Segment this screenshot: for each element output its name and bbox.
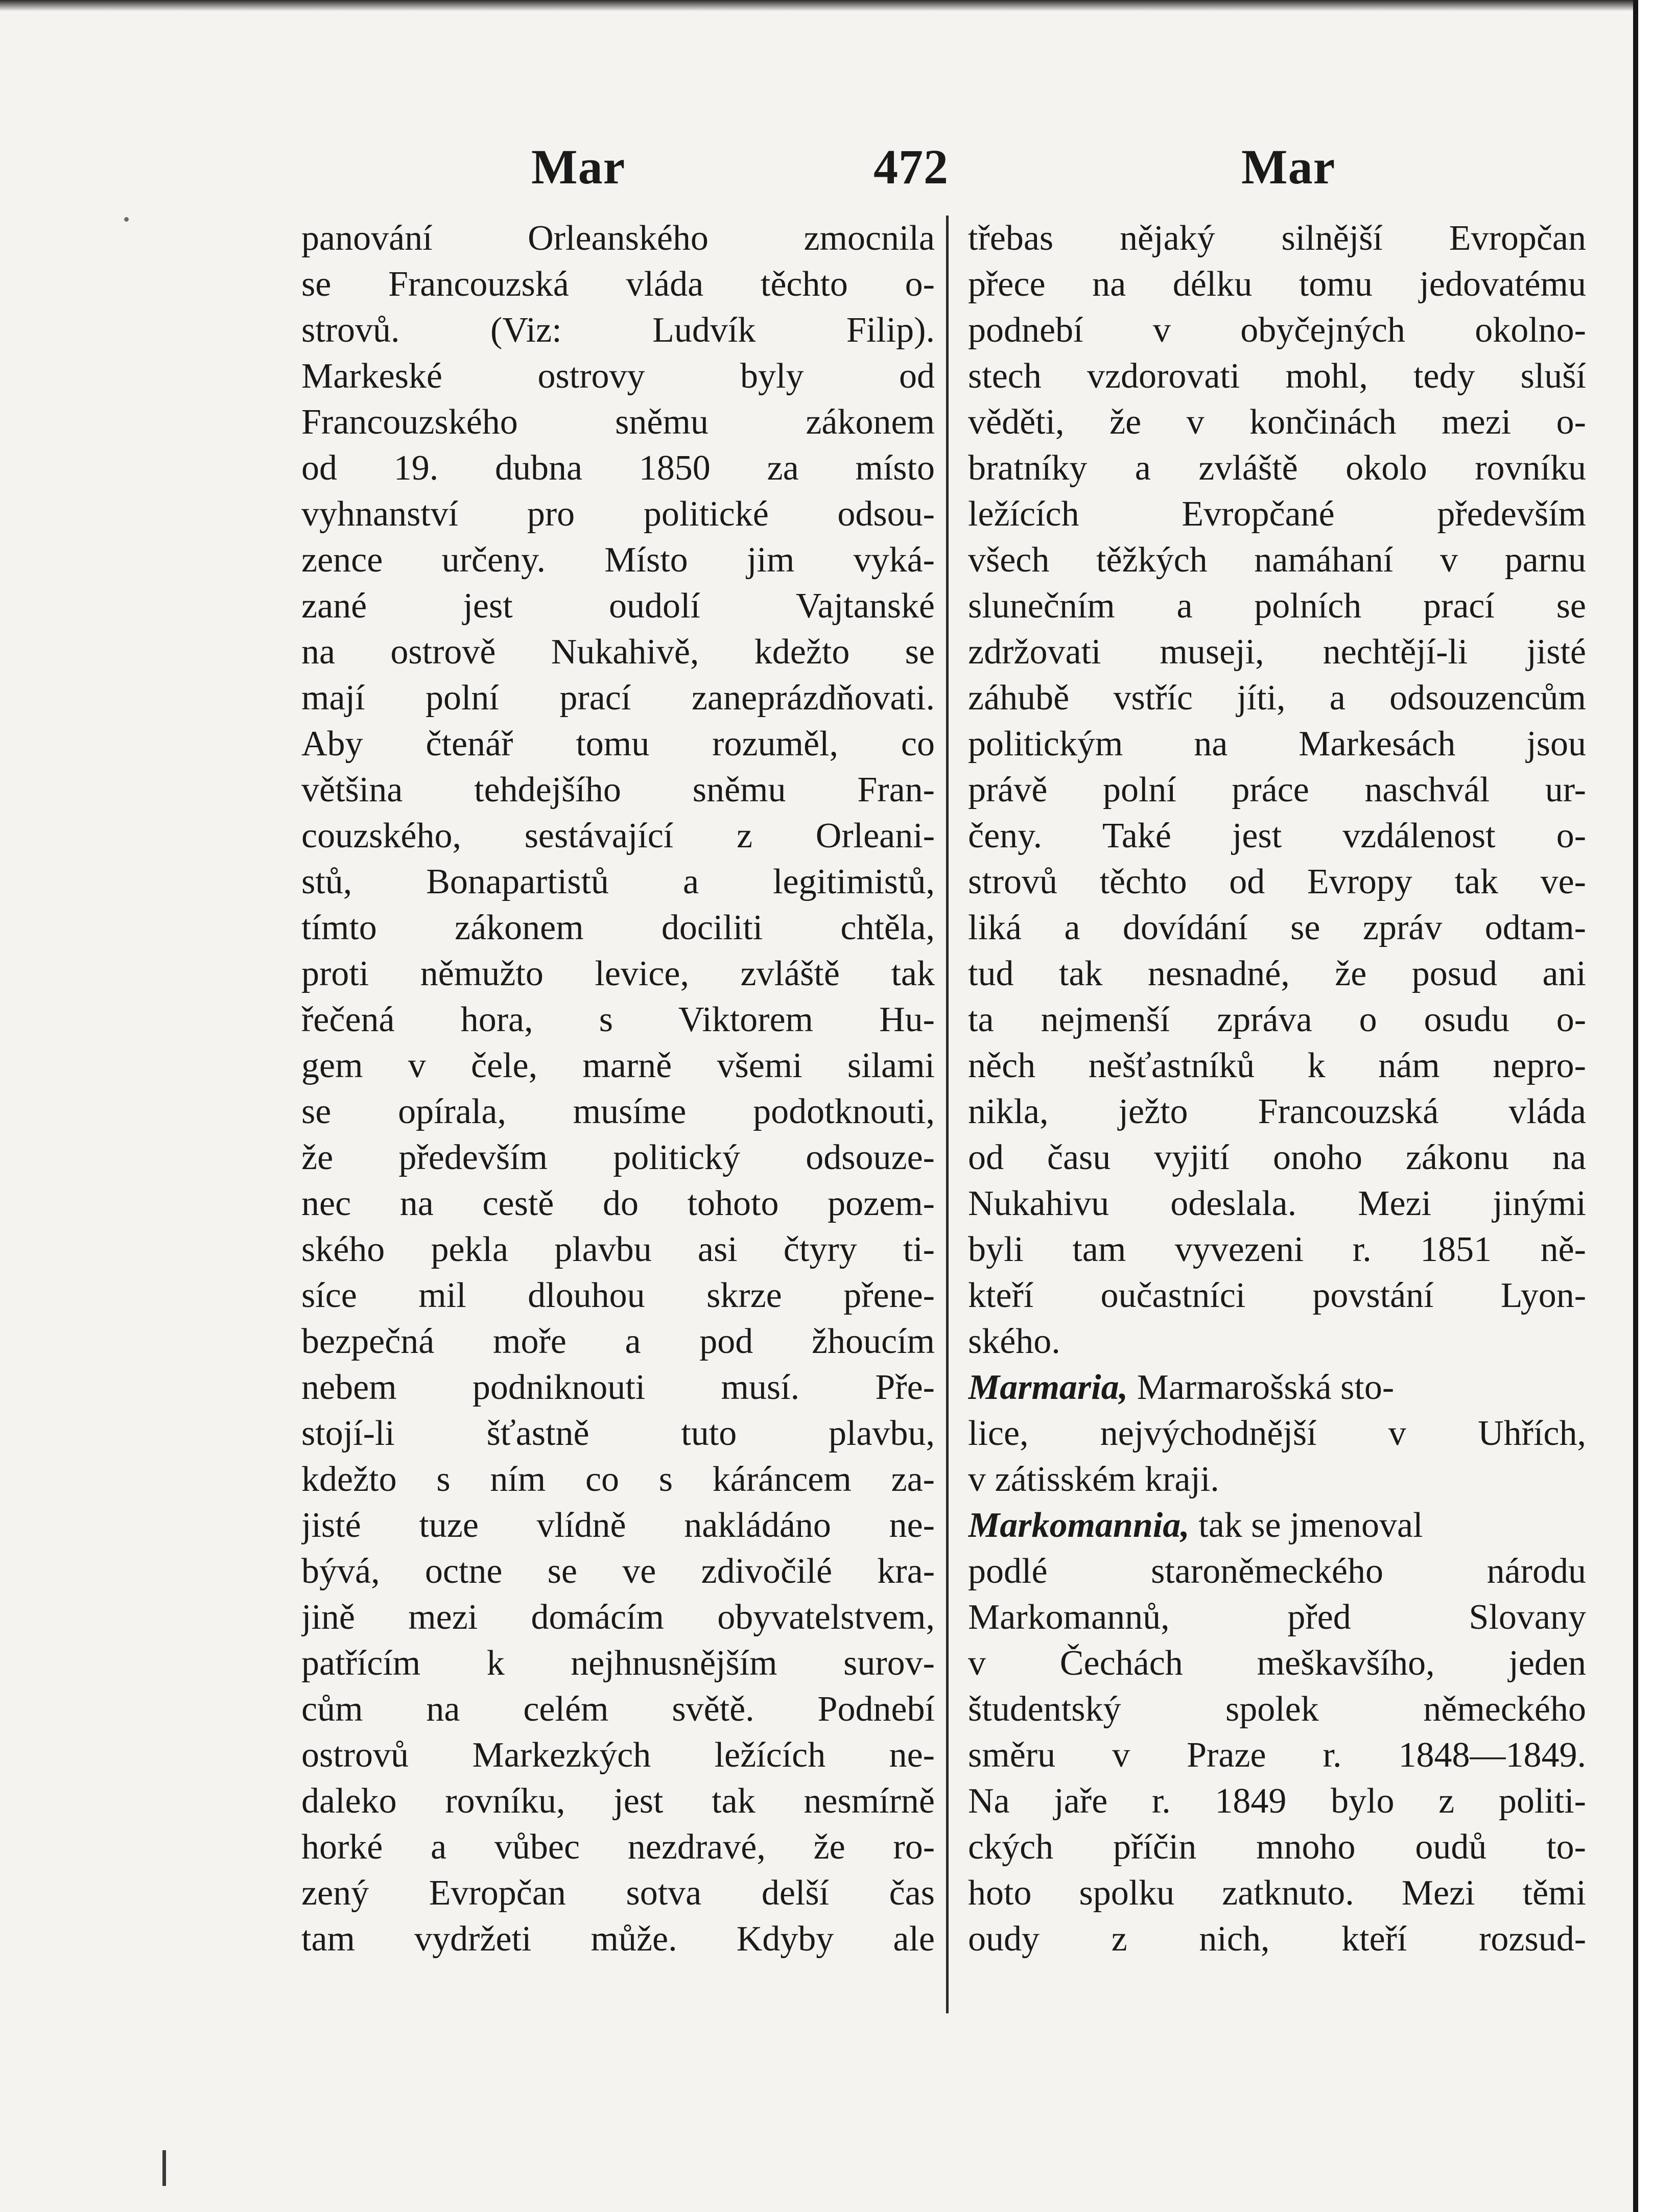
text-line: strovů. (Viz: Ludvík Filip). bbox=[301, 311, 935, 350]
text-line: vyhnanství pro politické odsou- bbox=[301, 494, 935, 534]
text-line: Na jaře r. 1849 bylo z politi- bbox=[968, 1781, 1586, 1821]
text-line: od 19. dubna 1850 za místo bbox=[301, 448, 935, 488]
left-column bbox=[301, 216, 935, 2003]
right-column bbox=[968, 216, 1586, 2003]
text-line: síce mil dlouhou skrze přene- bbox=[301, 1276, 935, 1315]
text-line: nec na cestě do tohoto pozem- bbox=[301, 1184, 935, 1223]
entry-line: Marmarošská sto- bbox=[1137, 1368, 1395, 1407]
text-line: slunečním a polních prací se bbox=[968, 586, 1586, 626]
text-line: panování Orleanského zmocnila bbox=[301, 219, 935, 258]
text-line: všech těžkých namáhaní v parnu bbox=[968, 540, 1586, 580]
text-line: politickým na Markesách jsou bbox=[968, 724, 1586, 764]
text-line: kteří oučastníci povstání Lyon- bbox=[968, 1276, 1586, 1315]
text-line: něch nešťastníků k nám nepro- bbox=[968, 1046, 1586, 1085]
text-line: většina tehdejšího sněmu Fran- bbox=[301, 770, 935, 810]
text-line: řečená hora, s Viktorem Hu- bbox=[301, 1000, 935, 1039]
text-line: zence určeny. Místo jim vyká- bbox=[301, 540, 935, 580]
text-line: podlé staroněmeckého národu bbox=[968, 1552, 1586, 1591]
text-line: bratníky a zvláště okolo rovníku bbox=[968, 448, 1586, 488]
text-line: patřícím k nejhnusnějším surov- bbox=[301, 1644, 935, 1683]
text-line: strovů těchto od Evropy tak ve- bbox=[968, 862, 1586, 901]
text-line: ckých příčin mnoho oudů to- bbox=[968, 1827, 1586, 1867]
margin-mark bbox=[162, 2150, 166, 2186]
text-line: nebem podniknouti musí. Pře- bbox=[301, 1368, 935, 1407]
text-line: proti němužto levice, zvláště tak bbox=[301, 954, 935, 993]
text-line: hoto spolku zatknuto. Mezi těmi bbox=[968, 1873, 1586, 1913]
text-line: Markomannů, před Slovany bbox=[968, 1598, 1586, 1637]
text-line: nikla, ježto Francouzská vláda bbox=[968, 1092, 1586, 1131]
entry-first-line bbox=[968, 1365, 1586, 1411]
entry-markomannia bbox=[968, 1503, 1586, 1962]
text-line: na ostrově Nukahivě, kdežto se bbox=[301, 632, 935, 672]
text-line: zený Evropčan sotva delší čas bbox=[301, 1873, 935, 1913]
column-rule bbox=[946, 216, 949, 2013]
text-line: Francouzského sněmu zákonem bbox=[301, 402, 935, 442]
entry-term: Markomannia, bbox=[968, 1506, 1190, 1545]
text-line: podnebí v obyčejných okolno- bbox=[968, 311, 1586, 350]
text-line: cům na celém světě. Podnebí bbox=[301, 1690, 935, 1729]
text-line: věděti, že v končinách mezi o- bbox=[968, 402, 1586, 442]
header-right-guide-word: Mar bbox=[1241, 139, 1336, 194]
text-line: jině mezi domácím obyvatelstvem, bbox=[301, 1598, 935, 1637]
text-line: ta nejmenší zpráva o osudu o- bbox=[968, 1000, 1586, 1039]
entry-line: tak se jmenoval bbox=[1198, 1506, 1423, 1545]
text-line: stojí-li šťastně tuto plavbu, bbox=[301, 1414, 935, 1453]
text-line: se Francouzská vláda těchto o- bbox=[301, 265, 935, 304]
text-line: tud tak nesnadné, že posud ani bbox=[968, 954, 1586, 993]
text-line: ležících Evropčané především bbox=[968, 494, 1586, 534]
text-line: záhubě vstříc jíti, a odsouzencům bbox=[968, 678, 1586, 718]
text-line: zané jest oudolí Vajtanské bbox=[301, 586, 935, 626]
text-line: v Čechách meškavšího, jeden bbox=[968, 1644, 1586, 1683]
text-line: přece na délku tomu jedovatému bbox=[968, 265, 1586, 304]
text-line: daleko rovníku, jest tak nesmírně bbox=[301, 1781, 935, 1821]
text-line: Nukahivu odeslala. Mezi jinými bbox=[968, 1184, 1586, 1223]
entry-first-line bbox=[968, 1503, 1586, 1549]
text-line: že především politický odsouze- bbox=[301, 1138, 935, 1177]
text-line: ského pekla plavbu asi čtyry ti- bbox=[301, 1230, 935, 1269]
text-line: bývá, octne se ve zdivočilé kra- bbox=[301, 1552, 935, 1591]
right-column-continuation bbox=[968, 216, 1586, 1365]
margin-speck bbox=[124, 217, 129, 222]
text-line: byli tam vyvezeni r. 1851 ně- bbox=[968, 1230, 1586, 1269]
text-line: gem v čele, marně všemi silami bbox=[301, 1046, 935, 1085]
text-line: od času vyjití onoho zákonu na bbox=[968, 1138, 1586, 1177]
text-line: ského. bbox=[968, 1322, 1060, 1361]
text-line: Markeské ostrovy byly od bbox=[301, 356, 935, 396]
text-line: právě polní práce naschvál ur- bbox=[968, 770, 1586, 810]
text-line: stech vzdorovati mohl, tedy sluší bbox=[968, 356, 1586, 396]
text-line: stů, Bonapartistů a legitimistů, bbox=[301, 862, 935, 901]
text-line: zdržovati museji, nechtějí-li jisté bbox=[968, 632, 1586, 672]
text-line: tímto zákonem dociliti chtěla, bbox=[301, 908, 935, 947]
running-header bbox=[531, 134, 1336, 200]
entry-marmaria bbox=[968, 1365, 1586, 1503]
entry-term: Marmaria, bbox=[968, 1368, 1128, 1407]
text-line: horké a vůbec nezdravé, že ro- bbox=[301, 1827, 935, 1867]
text-line: couzského, sestávající z Orleani- bbox=[301, 816, 935, 855]
text-line: liká a dovídání se zpráv odtam- bbox=[968, 908, 1586, 947]
text-line: jisté tuze vlídně nakládáno ne- bbox=[301, 1506, 935, 1545]
header-left-guide-word: Mar bbox=[531, 139, 626, 194]
page-top-shadow bbox=[0, 0, 1676, 11]
text-line: kdežto s ním co s káráncem za- bbox=[301, 1460, 935, 1499]
text-line: Aby čtenář tomu rozuměl, co bbox=[301, 724, 935, 764]
text-line: mají polní prací zaneprázdňovati. bbox=[301, 678, 935, 718]
entry-line: lice, nejvýchodnější v Uhřích, bbox=[968, 1414, 1586, 1453]
text-line: študentský spolek německého bbox=[968, 1690, 1586, 1729]
text-line: oudy z nich, kteří rozsud- bbox=[968, 1919, 1586, 1959]
text-line: třebas nějaký silnější Evropčan bbox=[968, 219, 1586, 258]
page-number: 472 bbox=[874, 139, 949, 194]
text-line: tam vydržeti může. Kdyby ale bbox=[301, 1919, 935, 1959]
text-line: směru v Praze r. 1848—1849. bbox=[968, 1735, 1586, 1775]
text-line: ostrovů Markezkých ležících ne- bbox=[301, 1735, 935, 1775]
entry-line: v zátisském kraji. bbox=[968, 1460, 1219, 1499]
text-line: čeny. Také jest vzdálenost o- bbox=[968, 816, 1586, 855]
page-right-edge bbox=[1633, 0, 1676, 2212]
text-line: se opírala, musíme podotknouti, bbox=[301, 1092, 935, 1131]
text-line: bezpečná moře a pod žhoucím bbox=[301, 1322, 935, 1361]
